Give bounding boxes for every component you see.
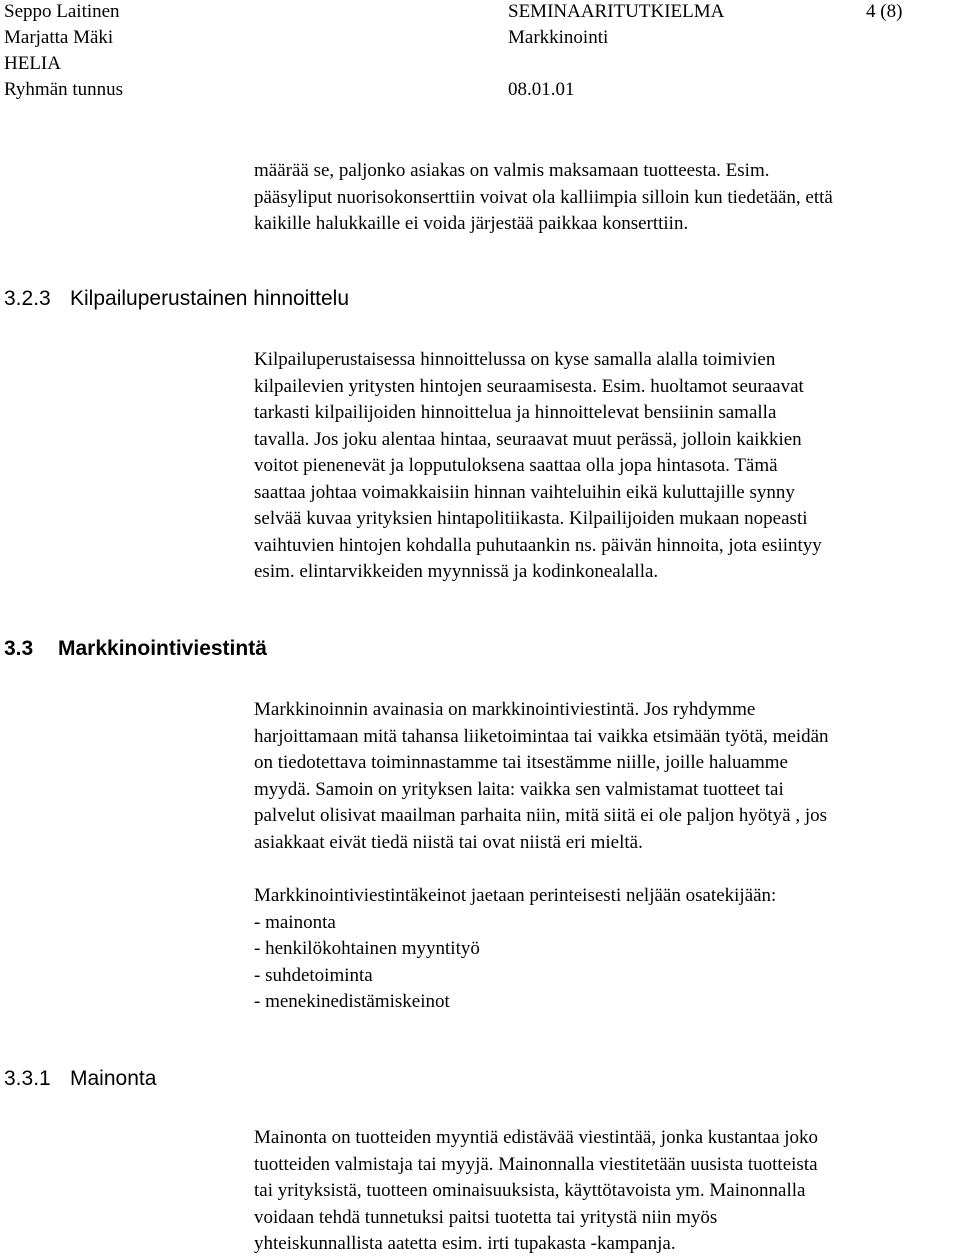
section-number: 3.3: [4, 637, 34, 660]
subject: Markkinointi: [508, 27, 609, 48]
section-3-2-3-paragraph: [254, 347, 958, 586]
header-middle: [508, 0, 724, 103]
document-date: 08.01.01: [508, 79, 575, 100]
section-number: 3.3.1: [4, 1067, 51, 1090]
section-3-3-paragraph-2: [254, 883, 958, 1016]
section-title: Markkinointiviestintä: [58, 637, 267, 660]
section-title: Kilpailuperustainen hinnoittelu: [70, 287, 350, 310]
institution: HELIA: [4, 53, 61, 74]
section-3-3-paragraph-1: [254, 697, 958, 856]
paragraph-line: Markkinoinnin avainasia on markkinointiviestintä. Jos ryhdymme: [254, 699, 756, 720]
paragraph-line: tai yrityksistä, tuotteen ominaisuuksista, käyttötavoista ym. Mainonnalla: [254, 1180, 806, 1201]
paragraph-line: yhteiskunnallista aatetta esim. irti tupakasta -kampanja.: [254, 1233, 676, 1254]
section-3-3-1-paragraph: [254, 1125, 958, 1258]
author-1: Seppo Laitinen: [4, 1, 120, 22]
paragraph-line: voidaan tehdä tunnetuksi paitsi tuotetta tai yritystä niin myös: [254, 1206, 718, 1228]
paragraph-line: vaihtuvien hintojen kohdalla puhutaankin ns. päivän hinnoita, jota esiintyy: [254, 534, 822, 556]
header-blank: [508, 51, 724, 77]
paragraph-line: tarkasti kilpailijoiden hinnoittelua ja hinnoittelevat bensiinin samalla: [254, 402, 777, 423]
intro-line: pääsyliput nuorisokonserttiin voivat ola kalliimpia silloin kun tiedetään, että: [254, 186, 833, 208]
paragraph-line: myydä. Samoin on yrityksen laita: vaikka sen valmistamat tuotteet tai: [254, 778, 784, 800]
author-2: Marjatta Mäki: [4, 27, 114, 48]
group-id: Ryhmän tunnus: [4, 79, 124, 100]
paragraph-line: harjoittamaan mitä tahansa liiketoimintaa tai vaikka etsimään työtä, meidän: [254, 725, 829, 747]
paragraph-line: asiakkaat eivät tiedä niistä tai ovat niistä eri mieltä.: [254, 831, 643, 853]
paragraph-line: Mainonta on tuotteiden myyntiä edistävää viestintää, jonka kustantaa joko: [254, 1127, 819, 1148]
paragraph-line: Kilpailuperustaisessa hinnoittelussa on kyse samalla alalla toimivien: [254, 349, 776, 370]
paragraph-line: tuotteiden valmistaja tai myyjä. Mainonnalla viestitetään uusista tuotteista: [254, 1153, 818, 1175]
list-item: - menekinedistämiskeinot: [254, 991, 450, 1012]
list-item: - henkilökohtainen myyntityö: [254, 938, 480, 959]
paragraph-line: kilpailevien yritysten hintojen seuraamisesta. Esim. huoltamot seuraavat: [254, 375, 804, 397]
intro-line: määrää se, paljonko asiakas on valmis maksamaan tuotteesta. Esim.: [254, 160, 770, 181]
page-number: 4 (8): [866, 1, 903, 22]
document-type: SEMINAARITUTKIELMA: [508, 1, 725, 22]
paragraph-line: esim. elintarvikkeiden myynnissä ja kodinkonealalla.: [254, 561, 659, 582]
intro-paragraph: [254, 158, 958, 238]
list-intro: Markkinointiviestintäkeinot jaetaan perinteisesti neljään osatekijään:: [254, 885, 777, 906]
list-item: - suhdetoiminta: [254, 964, 373, 986]
section-title: Mainonta: [70, 1067, 157, 1090]
section-heading-3-2-3: [4, 286, 349, 312]
paragraph-line: saattaa johtaa voimakkaisiin hinnan vaihteluihin eikä kuluttajille synny: [254, 481, 795, 503]
paragraph-line: on tiedotettava toiminnastamme tai itsestämme niille, joille haluamme: [254, 752, 788, 773]
paragraph-line: tavalla. Jos joku alentaa hintaa, seuraavat muut perässä, jolloin kaikkien: [254, 428, 802, 450]
paragraph-line: selvää kuvaa yrityksien hintapolitiikasta. Kilpailijoiden mukaan nopeasti: [254, 508, 808, 529]
paragraph-line: voitot pienenevät ja lopputuloksena saattaa olla jopa hintasota. Tämä: [254, 455, 778, 476]
header-left: [4, 0, 123, 103]
section-heading-3-3-1: [4, 1066, 156, 1092]
list-item: - mainonta: [254, 911, 336, 933]
paragraph-line: palvelut olisivat maailman parhaita niin, mitä siitä ei ole paljon hyötyä , jos: [254, 805, 828, 826]
section-number: 3.2.3: [4, 287, 51, 310]
section-heading-3-3: [4, 636, 267, 662]
intro-line: kaikille halukkaille ei voida järjestää paikkaa konserttiin.: [254, 213, 689, 234]
